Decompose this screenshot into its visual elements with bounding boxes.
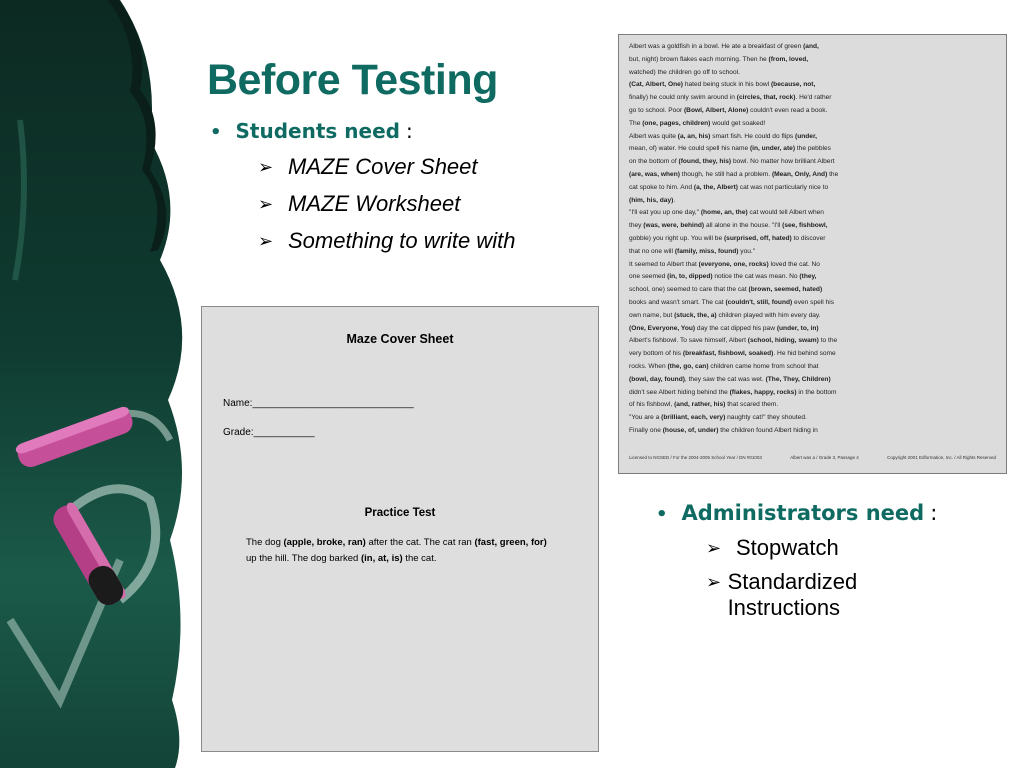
maze-choice-group: (flakes, happy, rocks) bbox=[729, 388, 797, 396]
practice-text-segment: the cat. bbox=[402, 553, 437, 564]
maze-choice-group: (and, bbox=[803, 43, 819, 50]
worksheet-text-segment: "I'll eat you up one day," bbox=[629, 209, 701, 217]
worksheet-line bbox=[629, 425, 996, 438]
name-field-label: Name:_____________________________ bbox=[223, 398, 414, 409]
worksheet-text-segment: Albert's fishbowl. To save himself, Albert bbox=[629, 337, 748, 345]
grade-field-label: Grade:___________ bbox=[223, 427, 315, 438]
chalkboard-decoration bbox=[0, 0, 200, 768]
worksheet-text-segment: children played with him every day. bbox=[716, 311, 821, 319]
students-item-text: MAZE Worksheet bbox=[288, 191, 461, 216]
worksheet-text-segment: , they saw the cat was wet. bbox=[684, 375, 766, 383]
worksheet-line bbox=[629, 105, 996, 118]
worksheet-line bbox=[629, 399, 996, 412]
worksheet-line bbox=[629, 348, 996, 361]
worksheet-text-segment: cat would tell Albert when bbox=[747, 209, 824, 217]
maze-choice-group: (because, not, bbox=[770, 81, 816, 89]
worksheet-line bbox=[629, 323, 996, 336]
worksheet-line bbox=[629, 374, 996, 387]
worksheet-line bbox=[629, 41, 996, 54]
worksheet-line bbox=[629, 259, 996, 272]
worksheet-text-segment: the children found Albert hiding in bbox=[718, 426, 818, 434]
worksheet-text-segment: loved the cat. No bbox=[768, 260, 820, 268]
worksheet-text-segment: on the bottom of bbox=[629, 158, 679, 166]
worksheet-text-segment: they bbox=[629, 222, 644, 230]
worksheet-text-segment: one seemed bbox=[629, 273, 668, 281]
maze-choice-group: (under, bbox=[795, 132, 817, 140]
maze-choice-group: (apple, broke, ran) bbox=[283, 537, 366, 548]
worksheet-line bbox=[629, 207, 996, 220]
practice-text-segment: up the hill. The dog barked bbox=[246, 553, 361, 564]
students-item-text: Something to write with bbox=[288, 228, 516, 253]
arrow-bullet-icon: ➢ bbox=[258, 231, 274, 251]
worksheet-text-segment: to the bbox=[818, 337, 838, 345]
maze-choice-group: (brown, seemed, hated) bbox=[748, 286, 823, 294]
maze-choice-group: (house, of, under) bbox=[662, 426, 719, 434]
maze-choice-group: (one, pages, children) bbox=[642, 119, 711, 127]
worksheet-text-segment: in the bottom bbox=[796, 388, 837, 396]
maze-choice-group: (Bowl, Albert, Alone) bbox=[683, 106, 749, 114]
worksheet-text-segment: children came home from school that bbox=[708, 362, 819, 370]
bullet-dot-icon: • bbox=[656, 504, 668, 525]
bullet-dot-icon: • bbox=[210, 122, 222, 143]
maze-choice-group: (him, his, day) bbox=[629, 196, 674, 204]
worksheet-text-segment: though, he still had a problem. bbox=[679, 170, 772, 178]
students-item bbox=[258, 191, 460, 217]
worksheet-text-segment: watched) the children go off to school. bbox=[629, 68, 740, 76]
maze-choice-group: (in, to, dipped) bbox=[667, 273, 713, 281]
worksheet-line bbox=[629, 220, 996, 233]
worksheet-line bbox=[629, 335, 996, 348]
worksheet-text-segment: very bottom of his bbox=[629, 350, 683, 358]
worksheet-text-segment: bowl. No matter how brilliant Albert bbox=[731, 158, 835, 166]
worksheet-text-segment: . He hid behind some bbox=[773, 350, 836, 358]
administrators-item-text: Stopwatch bbox=[736, 535, 839, 560]
maze-choice-group: (found, they, his) bbox=[678, 158, 732, 166]
worksheet-text-segment: that scared them. bbox=[725, 401, 779, 409]
arrow-bullet-icon: ➢ bbox=[258, 194, 274, 214]
maze-choice-group: (family, miss, found) bbox=[674, 247, 739, 255]
worksheet-footer-middle: Albert was a / Grade 3, Passage 4 bbox=[790, 455, 859, 460]
arrow-bullet-icon: ➢ bbox=[706, 572, 722, 592]
worksheet-line bbox=[629, 195, 996, 208]
students-need-heading bbox=[210, 119, 413, 143]
worksheet-text-segment: finally) he could only swim around in bbox=[629, 94, 737, 102]
maze-cover-sheet-image bbox=[201, 306, 599, 752]
worksheet-line bbox=[629, 54, 996, 67]
maze-choice-group: (brilliant, each, very) bbox=[661, 414, 726, 422]
worksheet-line bbox=[629, 361, 996, 374]
worksheet-text-segment: . He'd rather bbox=[795, 94, 832, 102]
worksheet-text-segment: "You are a bbox=[629, 414, 662, 422]
students-need-colon: : bbox=[405, 119, 413, 143]
worksheet-line bbox=[629, 297, 996, 310]
students-item bbox=[258, 154, 478, 180]
maze-choice-group: (a, the, Albert) bbox=[693, 183, 738, 191]
worksheet-text-segment: The bbox=[629, 119, 643, 127]
worksheet-line bbox=[629, 271, 996, 284]
worksheet-text-segment: smart fish. He could do flips bbox=[710, 132, 796, 140]
worksheet-text-segment: even spell his bbox=[792, 298, 834, 306]
maze-choice-group: (are, was, when) bbox=[629, 170, 680, 178]
worksheet-line bbox=[629, 284, 996, 297]
worksheet-line bbox=[629, 118, 996, 131]
worksheet-text-segment: mean, of) water. He could spell his name bbox=[629, 145, 750, 153]
worksheet-text-segment: rocks. When bbox=[629, 362, 668, 370]
chalkboard-illustration bbox=[0, 0, 200, 768]
maze-choice-group: (under, to, in) bbox=[776, 324, 819, 332]
worksheet-text-segment: naughty cat!" they shouted. bbox=[725, 414, 807, 422]
maze-choice-group: (fast, green, for) bbox=[474, 537, 547, 548]
maze-choice-group: (Mean, Only, And) bbox=[771, 170, 828, 178]
arrow-bullet-icon: ➢ bbox=[258, 157, 274, 177]
maze-choice-group: (One, Everyone, You) bbox=[629, 324, 696, 332]
practice-text-segment: The dog bbox=[246, 537, 284, 548]
worksheet-text-segment: that no one will bbox=[629, 247, 675, 255]
administrators-need-colon: : bbox=[930, 501, 938, 525]
worksheet-text-segment: school, one) seemed to care that the cat bbox=[629, 286, 749, 294]
maze-choice-group: (surprised, off, hated) bbox=[723, 234, 792, 242]
worksheet-text-segment: Finally one bbox=[629, 426, 663, 434]
worksheet-text-segment: books and wasn't smart. The cat bbox=[629, 298, 726, 306]
students-item bbox=[258, 228, 515, 254]
worksheet-text-segment: all alone in the house. "I'll bbox=[704, 222, 783, 230]
worksheet-text-segment: It seemed to Albert that bbox=[629, 260, 699, 268]
worksheet-text-segment: notice the cat was mean. No bbox=[712, 273, 800, 281]
maze-choice-group: (they, bbox=[799, 273, 817, 281]
worksheet-text-segment: would get soaked! bbox=[710, 119, 766, 127]
maze-worksheet-image bbox=[618, 34, 1007, 474]
worksheet-text-segment: Albert was quite bbox=[629, 132, 678, 140]
worksheet-line bbox=[629, 233, 996, 246]
worksheet-line bbox=[629, 169, 996, 182]
administrators-need-label: Administrators need bbox=[681, 501, 925, 525]
maze-choice-group: (and, rather, his) bbox=[674, 401, 726, 409]
practice-test-text bbox=[246, 535, 558, 567]
worksheet-line bbox=[629, 387, 996, 400]
worksheet-text-segment: go to school. Poor bbox=[629, 106, 684, 114]
worksheet-text-segment: the pebbles bbox=[795, 145, 831, 153]
worksheet-text-segment: own name, but bbox=[629, 311, 675, 319]
worksheet-text-segment: hated being stuck in his bowl bbox=[682, 81, 771, 89]
administrators-item-text: Standardized Instructions bbox=[727, 569, 858, 620]
worksheet-line bbox=[629, 246, 996, 259]
maze-choice-group: (everyone, one, rocks) bbox=[698, 260, 769, 268]
cover-sheet-title: Maze Cover Sheet bbox=[346, 332, 454, 346]
worksheet-line bbox=[629, 412, 996, 425]
maze-choice-group: (home, an, the) bbox=[700, 209, 748, 217]
worksheet-text-segment: gobble) you right up. You will be bbox=[629, 234, 724, 242]
slide-title: Before Testing bbox=[207, 56, 498, 104]
maze-choice-group: (circles, that, rock) bbox=[736, 94, 796, 102]
worksheet-text-segment: the bbox=[827, 170, 839, 178]
worksheet-line bbox=[629, 310, 996, 323]
maze-choice-group: (bowl, day, found) bbox=[629, 375, 685, 383]
worksheet-text-segment: but, night) brown flakes each morning. Then he bbox=[629, 55, 769, 63]
maze-choice-group: (school, hiding, swam) bbox=[747, 337, 819, 345]
worksheet-text-segment: you." bbox=[738, 247, 756, 255]
worksheet-text-segment: . bbox=[673, 196, 676, 204]
administrators-need-heading bbox=[656, 501, 937, 525]
maze-choice-group: (breakfast, fishbowl, soaked) bbox=[682, 350, 774, 358]
maze-choice-group: (stuck, the, a) bbox=[674, 311, 717, 319]
practice-text-segment: after the cat. The cat ran bbox=[365, 537, 475, 548]
worksheet-footer-right: Copyright 2001 Edformation, Inc. / All Rights Reserved bbox=[887, 455, 996, 460]
worksheet-text-segment: cat spoke to him. And bbox=[629, 183, 694, 191]
maze-choice-group: (in, at, is) bbox=[360, 553, 403, 564]
practice-test-title: Practice Test bbox=[364, 507, 436, 519]
worksheet-line bbox=[629, 79, 996, 92]
students-item-text: MAZE Cover Sheet bbox=[288, 154, 478, 179]
worksheet-line bbox=[629, 131, 996, 144]
worksheet-footer-left: Licensed to NGSED / For the 2004-2005 School Year / DN #01003 bbox=[629, 455, 762, 460]
maze-choice-group: (a, an, his) bbox=[677, 132, 711, 140]
worksheet-text-segment: cat was not particularly nice to bbox=[737, 183, 829, 191]
worksheet-line bbox=[629, 92, 996, 105]
worksheet-text-segment: to discover bbox=[791, 234, 826, 242]
arrow-bullet-icon: ➢ bbox=[706, 538, 722, 558]
administrators-item bbox=[706, 535, 839, 561]
worksheet-text-segment: couldn't even read a book. bbox=[748, 106, 828, 114]
maze-choice-group: (from, loved, bbox=[768, 55, 809, 63]
students-need-label: Students need bbox=[235, 119, 400, 143]
maze-choice-group: (in, under, ate) bbox=[749, 145, 796, 153]
worksheet-text-segment: of his fishbowl, bbox=[629, 401, 675, 409]
maze-choice-group: (was, were, behind) bbox=[643, 222, 705, 230]
worksheet-text-segment: Albert was a goldfish in a bowl. He ate a breakfast of green bbox=[629, 43, 804, 50]
maze-choice-group: (couldn't, still, found) bbox=[725, 298, 793, 306]
worksheet-line bbox=[629, 67, 996, 80]
worksheet-text-segment: didn't see Albert hiding behind the bbox=[629, 388, 730, 396]
worksheet-line bbox=[629, 156, 996, 169]
administrators-item bbox=[706, 569, 906, 621]
worksheet-line bbox=[629, 143, 996, 156]
worksheet-story-text bbox=[629, 41, 996, 438]
maze-choice-group: (the, go, can) bbox=[667, 362, 709, 370]
maze-choice-group: (The, They, Children) bbox=[765, 375, 831, 383]
worksheet-line bbox=[629, 182, 996, 195]
maze-choice-group: (see, fishbowl, bbox=[782, 222, 828, 230]
worksheet-text-segment: day the cat dipped his paw bbox=[695, 324, 777, 332]
maze-choice-group: (Cat, Albert, One) bbox=[629, 81, 683, 89]
worksheet-footer bbox=[629, 455, 996, 460]
